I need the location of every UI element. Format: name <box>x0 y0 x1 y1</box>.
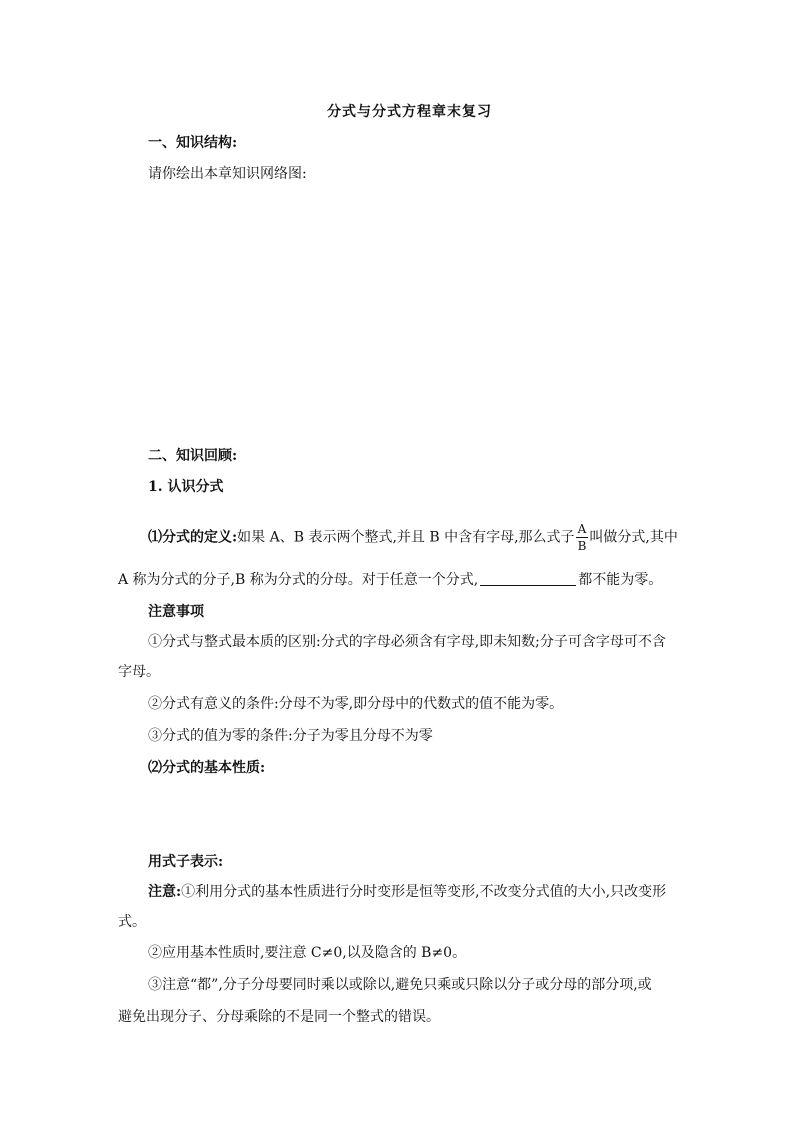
definition-text-before: 如果 A、B 表示两个整式,并且 B 中含有字母,那么式子 <box>237 529 575 546</box>
attention-line: 避免出现分子、分母乘除的不是同一个整式的错误。 <box>118 1009 440 1025</box>
page-title: 分式与分式方程章末复习 <box>327 104 492 120</box>
definition-line-2 <box>118 570 662 590</box>
subsection-recognize-fractions: 1. 认识分式 <box>148 479 224 495</box>
attention-line-1 <box>148 882 666 902</box>
fraction-denominator: B <box>577 539 587 553</box>
definition-text-after: 叫做分式,其中 <box>589 529 678 546</box>
definition-line2-before-blank: A 称为分式的分子,B 称为分式的分母。对于任意一个分式, <box>118 572 479 588</box>
section2-heading: 二、知识回顾: <box>148 448 238 464</box>
definition-line-1 <box>148 522 678 553</box>
attention-line: ②应用基本性质时,要注意 C≠0,以及隐含的 B≠0。 <box>148 945 467 961</box>
attention-line: 式。 <box>118 914 146 930</box>
fill-in-blank[interactable] <box>480 571 576 586</box>
fraction-a-over-b <box>576 522 589 553</box>
notes-heading: 注意事项 <box>148 604 204 620</box>
section1-prompt: 请你绘出本章知识网络图: <box>148 166 307 182</box>
definition-label: ⑴分式的定义: <box>148 529 238 546</box>
attention-text: ①利用分式的基本性质进行分时变形是恒等变形,不改变分式值的大小,只改变形 <box>181 884 667 900</box>
property-heading: ⑵分式的基本性质: <box>148 760 266 776</box>
fraction-numerator: A <box>577 522 587 536</box>
attention-line: ③注意“都”,分子分母要同时乘以或除以,避免只乘或只除以分子或分母的部分项,或 <box>148 977 652 993</box>
definition-line2-after-blank: 都不能为零。 <box>578 572 663 588</box>
note-line: ③分式的值为零的条件:分子为零且分母不为零 <box>148 728 433 744</box>
expression-label: 用式子表示: <box>148 854 224 870</box>
note-line: ①分式与整式最本质的区别:分式的字母必须含有字母,即未知数;分子可含字母可不含 <box>148 634 666 650</box>
section1-heading: 一、知识结构: <box>148 135 238 151</box>
attention-label: 注意: <box>148 884 182 900</box>
note-line: ②分式有意义的条件:分母不为零,即分母中的代数式的值不能为零。 <box>148 696 564 712</box>
note-line: 字母。 <box>118 664 160 680</box>
